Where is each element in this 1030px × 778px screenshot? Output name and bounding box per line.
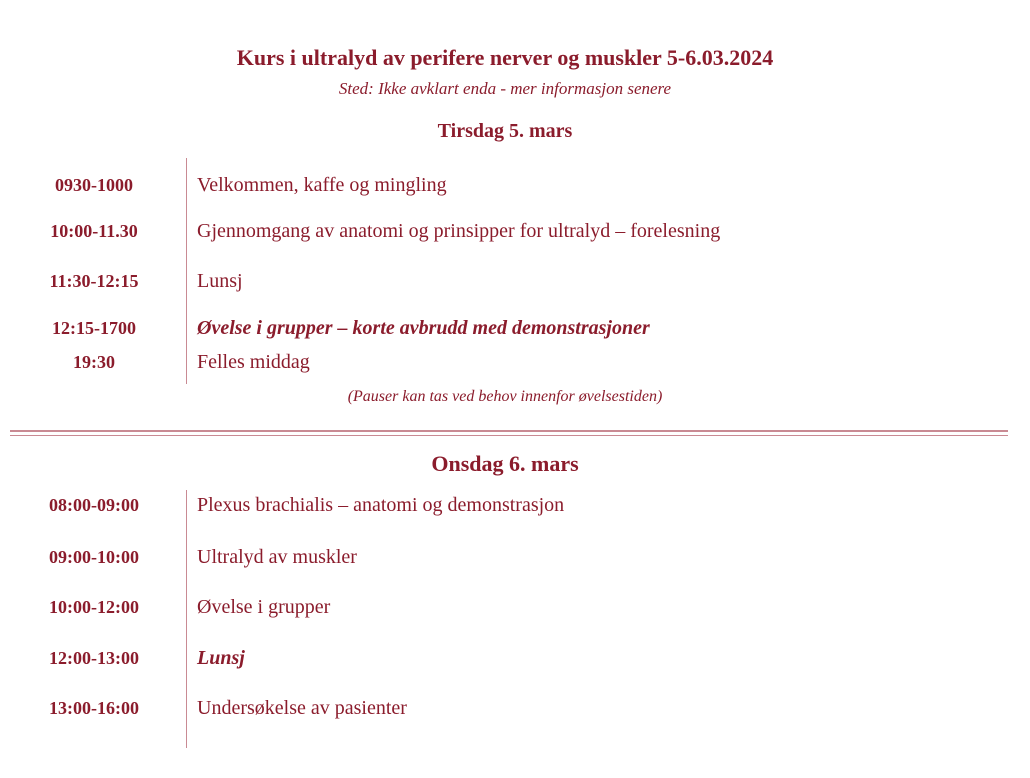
- day2-time-5: 13:00-16:00: [49, 698, 139, 718]
- day1-time-4: 12:15-1700: [52, 318, 136, 338]
- day2-activity-5: Undersøkelse av pasienter: [197, 697, 407, 719]
- day2-activity-4: Lunsj: [197, 647, 245, 669]
- day1-activity-2: Gjennomgang av anatomi og prinsipper for ultralyd – forelesning: [197, 220, 721, 242]
- section-divider: [10, 430, 1008, 432]
- day1-heading: Tirsdag 5. mars: [437, 120, 573, 142]
- day1-time-3: 11:30-12:15: [49, 271, 139, 291]
- day1-activity-5: Felles middag: [197, 351, 310, 373]
- day2-vertical-rule: [186, 490, 187, 748]
- day1-time-1: 0930-1000: [55, 175, 133, 195]
- day1-activity-3: Lunsj: [197, 270, 243, 292]
- day2-time-1: 08:00-09:00: [49, 495, 139, 515]
- location-subtitle: Sted: Ikke avklart enda - mer informasjon senere: [338, 79, 672, 98]
- day2-time-2: 09:00-10:00: [49, 547, 139, 567]
- day1-vertical-rule: [186, 158, 187, 384]
- day2-activity-2: Ultralyd av muskler: [197, 546, 357, 568]
- day2-time-4: 12:00-13:00: [49, 648, 139, 668]
- document-title: Kurs i ultralyd av perifere nerver og muskler 5-6.03.2024: [236, 45, 774, 70]
- day1-activity-4: Øvelse i grupper – korte avbrudd med demonstrasjoner: [197, 317, 650, 339]
- pause-note: (Pauser kan tas ved behov innenfor øvelsestiden): [347, 388, 663, 405]
- day1-time-2: 10:00-11.30: [50, 221, 138, 241]
- day2-activity-1: Plexus brachialis – anatomi og demonstrasjon: [197, 494, 565, 516]
- day1-activity-1: Velkommen, kaffe og mingling: [197, 174, 447, 196]
- day2-heading: Onsdag 6. mars: [431, 451, 579, 476]
- section-divider-secondary: [10, 435, 1008, 436]
- day2-activity-3: Øvelse i grupper: [197, 596, 331, 618]
- day2-time-3: 10:00-12:00: [49, 597, 139, 617]
- day1-time-5: 19:30: [73, 352, 115, 372]
